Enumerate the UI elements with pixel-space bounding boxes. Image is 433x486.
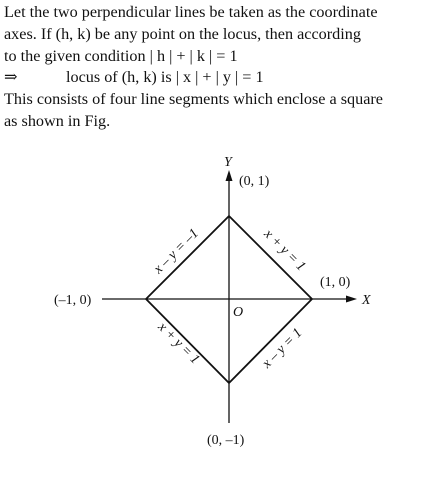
locus-statement: locus of (h, k) is | x | + | y | = 1: [66, 68, 264, 87]
point-right-label: (1, 0): [320, 275, 351, 290]
edge-top-left-equation: x – y = –1: [151, 226, 202, 277]
text-line-1: Let the two perpendicular lines be taken as the coordinate: [4, 3, 378, 21]
text-line-3: to the given condition | h | + | k | = 1: [4, 46, 238, 65]
y-axis-arrowhead: [226, 170, 233, 181]
x-axis-label: X: [362, 293, 371, 308]
point-top-label: (0, 1): [239, 174, 270, 189]
point-bottom-label: (0, –1): [207, 433, 245, 448]
y-axis-label: Y: [224, 155, 232, 170]
x-axis-arrowhead: [346, 296, 357, 303]
text-line-2: axes. If (h, k) be any point on the locus, then according: [4, 24, 361, 43]
edge-top-left: [146, 216, 229, 299]
text-line-6: as shown in Fig.: [4, 111, 111, 130]
implies-symbol: ⇒: [4, 68, 18, 87]
edge-bottom-left-equation: x + y = 1: [154, 319, 203, 368]
origin-label: O: [233, 305, 244, 320]
edge-bottom-right-equation: x – y = 1: [259, 325, 306, 372]
text-line-5: This consists of four line segments which enclose a square: [4, 90, 383, 109]
point-left-label: (–1, 0): [54, 293, 92, 308]
edge-top-right-equation: x + y = 1: [260, 226, 309, 275]
